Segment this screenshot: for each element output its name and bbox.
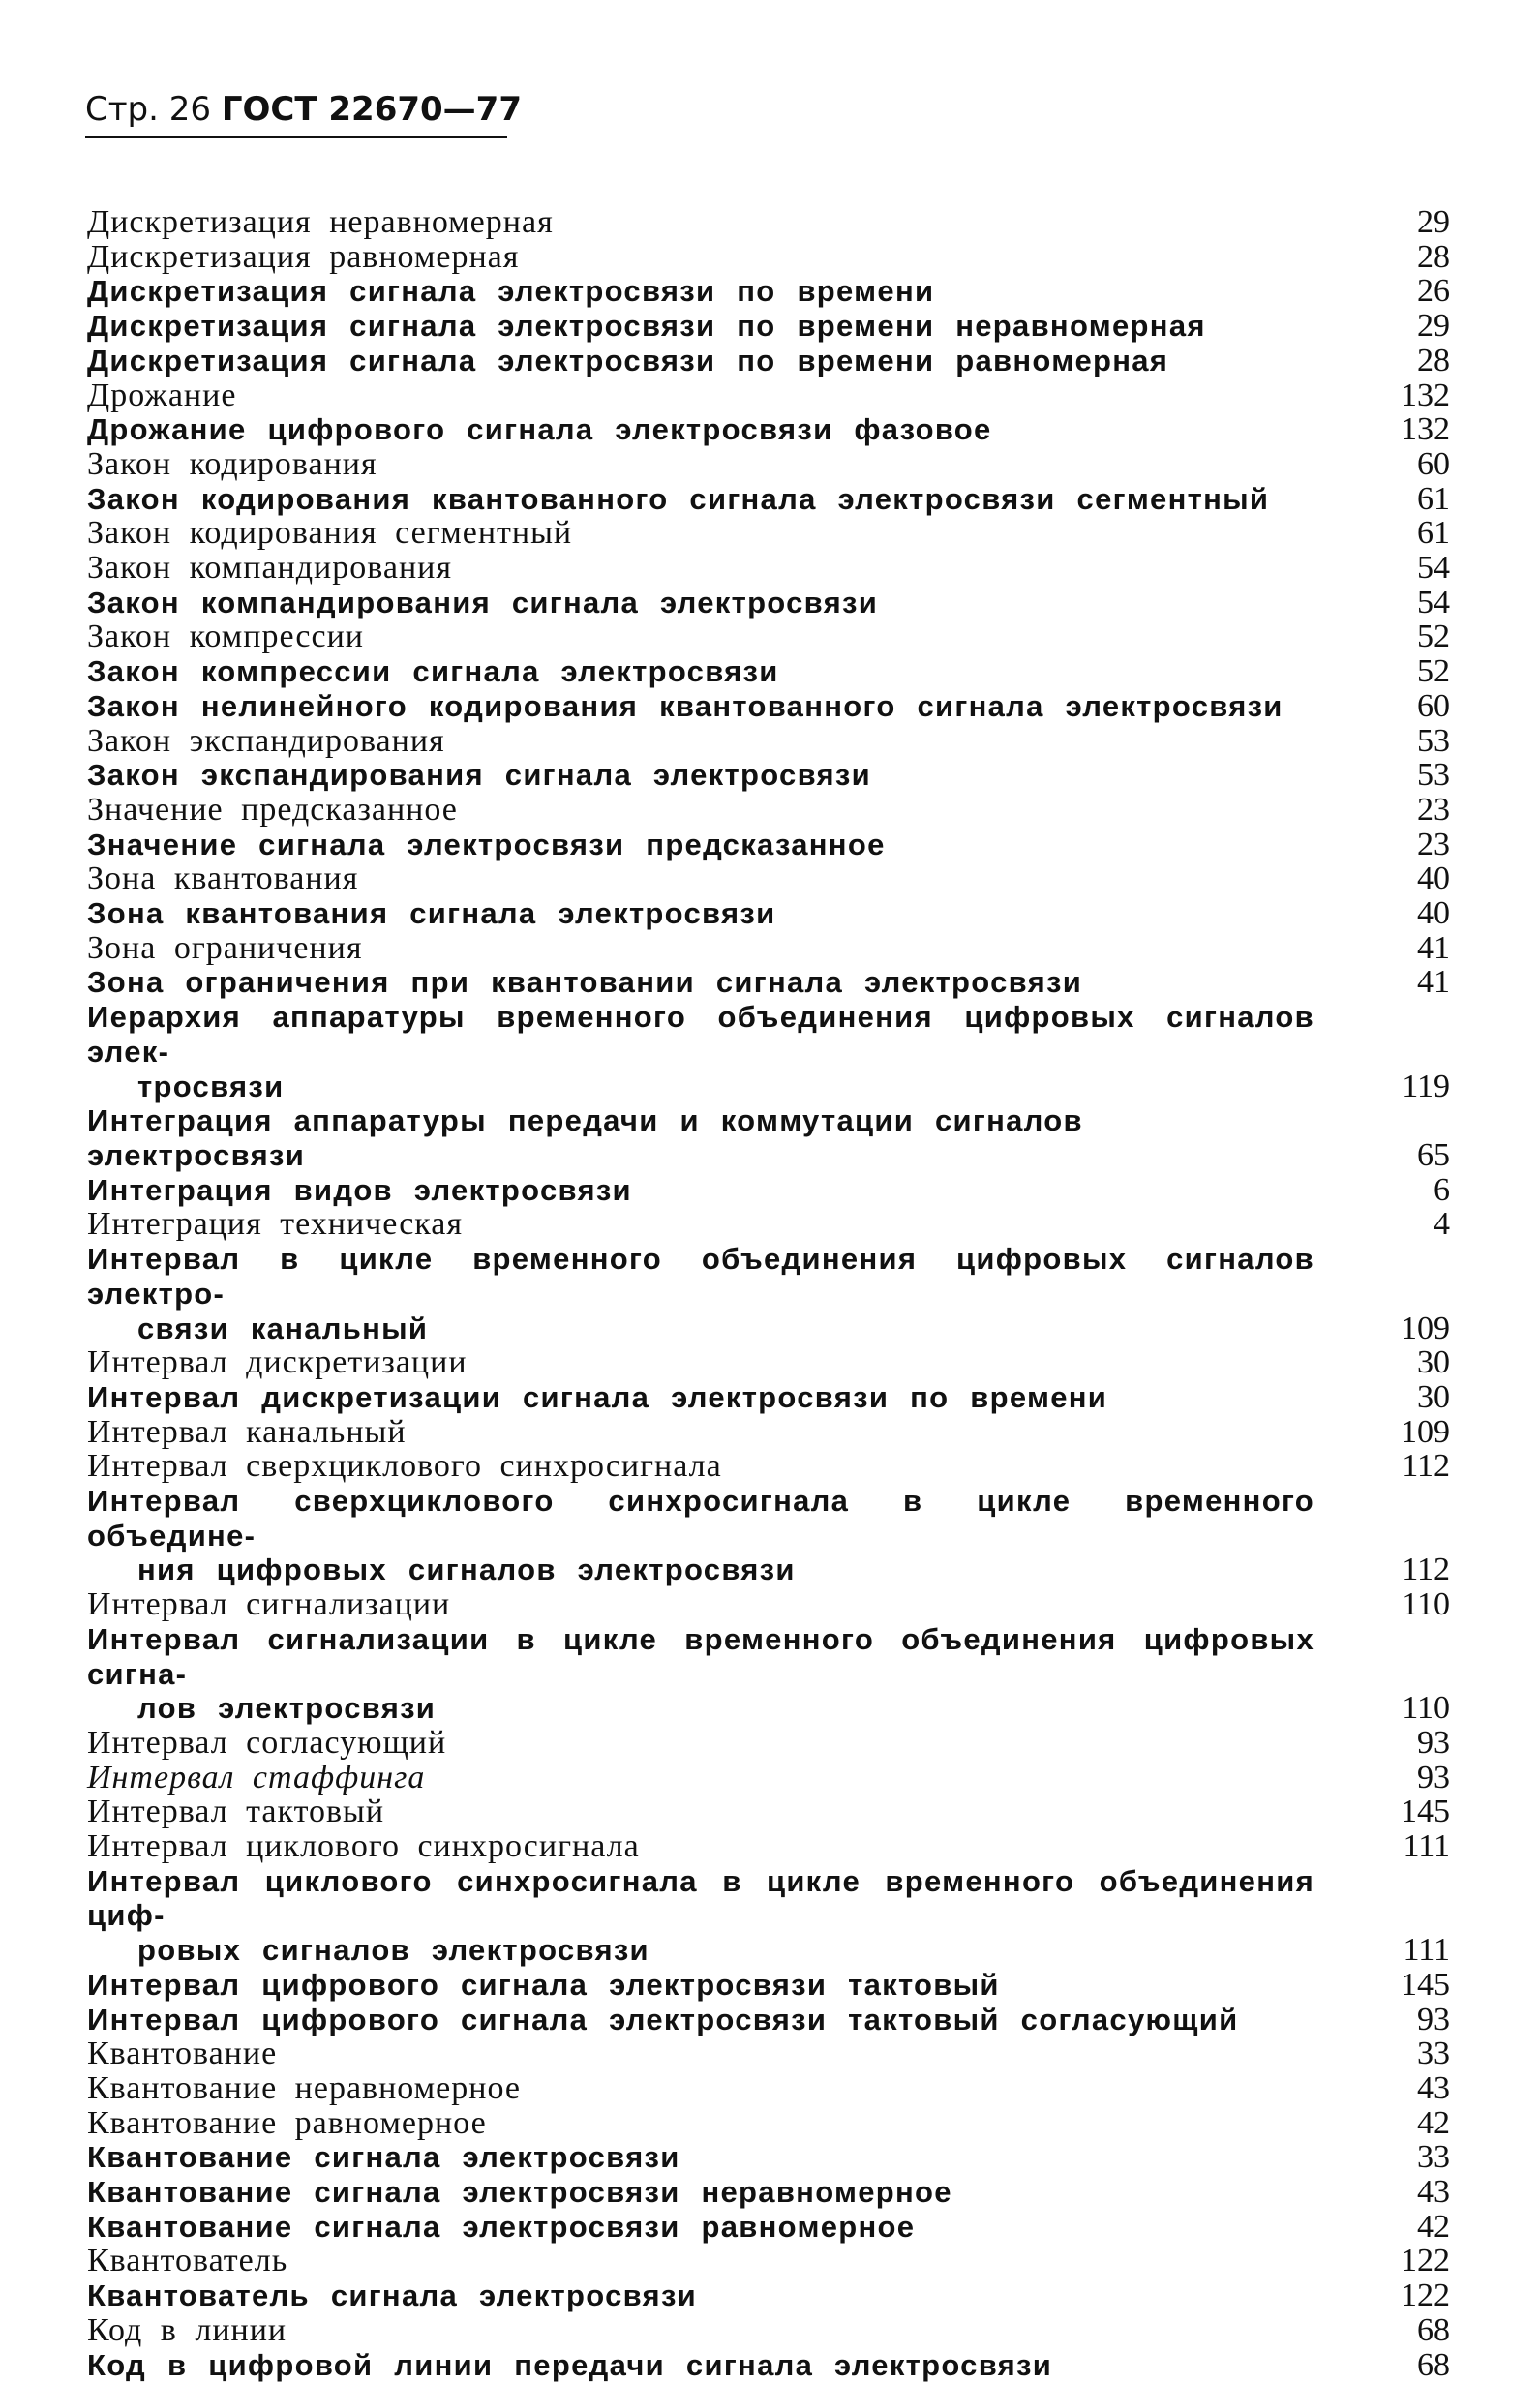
index-term-text: Квантователь сигнала электросвязи xyxy=(87,2278,698,2313)
index-page-number: 54 xyxy=(1417,584,1450,620)
index-page-number: 111 xyxy=(1403,1932,1450,1969)
index-entry xyxy=(87,2348,1450,2383)
index-page-number: 53 xyxy=(1417,757,1450,794)
index-page-number: 110 xyxy=(1402,1690,1450,1727)
index-term xyxy=(87,240,1344,275)
index-term-text: Квантование сигнала электросвязи xyxy=(87,2140,680,2175)
index-term-text: Закон кодирования квантованного сигнала электросвязи сегментный xyxy=(87,481,1270,516)
index-page-number: 41 xyxy=(1417,929,1450,966)
index-page-number: 68 xyxy=(1417,2346,1450,2383)
index-page-number: 112 xyxy=(1402,1448,1450,1485)
index-entry xyxy=(87,1761,1450,1795)
index-entry xyxy=(87,1864,1450,1968)
index-term xyxy=(87,2278,1344,2313)
index-page-number: 54 xyxy=(1417,550,1450,587)
index-term-continuation: тросвязи xyxy=(137,1069,285,1103)
index-term xyxy=(87,793,1344,828)
index-page-number: 61 xyxy=(1417,480,1450,517)
index-page-number: 93 xyxy=(1417,2001,1450,2037)
alphabetical-index xyxy=(87,205,1450,2382)
index-term xyxy=(87,2140,1344,2175)
index-term xyxy=(87,2244,1344,2278)
index-entry xyxy=(87,896,1450,931)
index-page-number: 145 xyxy=(1401,1794,1450,1830)
index-page-number: 42 xyxy=(1417,2208,1450,2245)
index-term-continuation: ровых сигналов электросвязи xyxy=(137,1933,649,1968)
index-term xyxy=(87,2348,1344,2383)
index-entry xyxy=(87,1000,1450,1103)
index-term-text: Интервал сигнализации xyxy=(87,1586,451,1623)
index-entry xyxy=(87,861,1450,896)
index-page-number: 29 xyxy=(1417,204,1450,240)
index-page-number: 112 xyxy=(1402,1552,1450,1588)
index-page-number: 111 xyxy=(1403,1828,1450,1865)
index-term xyxy=(87,1415,1344,1450)
index-term-text: Интервал дискретизации xyxy=(87,1344,468,1381)
index-term xyxy=(87,1622,1344,1726)
index-term xyxy=(87,1207,1344,1242)
index-page-number: 30 xyxy=(1417,1344,1450,1381)
index-term xyxy=(87,2313,1344,2348)
index-term-text: Дрожание цифрового сигнала электросвязи фазовое xyxy=(87,412,992,447)
index-entry xyxy=(87,619,1450,654)
index-page-number: 132 xyxy=(1401,411,1450,448)
index-term-text: Код в цифровой линии передачи сигнала электросвязи xyxy=(87,2347,1053,2382)
index-term xyxy=(87,861,1344,896)
index-term-text: Дискретизация сигнала электросвязи по времени неравномерная xyxy=(87,309,1206,344)
index-term-text: Интеграция видов электросвязи xyxy=(87,1172,632,1207)
index-term xyxy=(87,412,1344,447)
index-entry xyxy=(87,793,1450,828)
index-page-number: 60 xyxy=(1417,445,1450,482)
index-term-text: Интервал стаффинга xyxy=(87,1759,426,1795)
index-term xyxy=(87,758,1344,793)
index-entry xyxy=(87,689,1450,724)
index-entry xyxy=(87,1449,1450,1484)
index-page-number: 42 xyxy=(1417,2104,1450,2141)
index-term xyxy=(87,1380,1344,1415)
index-entry xyxy=(87,586,1450,620)
index-term xyxy=(87,447,1344,482)
index-term xyxy=(87,2175,1344,2210)
index-term-text: Интеграция аппаратуры передачи и коммутации сигналов электросвязи xyxy=(87,1103,1083,1172)
index-term xyxy=(87,586,1344,620)
index-page-number: 93 xyxy=(1417,1759,1450,1795)
index-entry xyxy=(87,2210,1450,2245)
page-header xyxy=(85,90,522,138)
index-term-text: Закон кодирования xyxy=(87,445,377,482)
index-page-number: 122 xyxy=(1401,2277,1450,2314)
index-page-number: 43 xyxy=(1417,2174,1450,2211)
index-term xyxy=(87,1761,1344,1795)
index-term xyxy=(87,1000,1344,1103)
index-entry xyxy=(87,240,1450,275)
index-term xyxy=(87,724,1344,759)
index-term-text: Значение сигнала электросвязи предсказанное xyxy=(87,827,886,861)
index-term-text: Дискретизация сигнала электросвязи по времени xyxy=(87,274,935,309)
index-term-text: Квантование равномерное xyxy=(87,2104,487,2141)
index-page-number: 68 xyxy=(1417,2311,1450,2348)
index-term-text: Интервал тактовый xyxy=(87,1794,385,1830)
index-term xyxy=(87,1345,1344,1380)
index-term-text: Закон компандирования сигнала электросвязи xyxy=(87,585,879,619)
index-page-number: 93 xyxy=(1417,1724,1450,1761)
index-term-text: Интервал канальный xyxy=(87,1413,407,1450)
index-entry xyxy=(87,2278,1450,2313)
index-term-text: Интервал цифрового сигнала электросвязи тактовый согласующий xyxy=(87,2002,1239,2036)
index-term xyxy=(87,482,1344,517)
index-entry xyxy=(87,2313,1450,2348)
index-entry xyxy=(87,1345,1450,1380)
index-term-text: Квантователь xyxy=(87,2243,288,2279)
index-term-text: Закон нелинейного кодирования квантованного сигнала электросвязи xyxy=(87,688,1283,723)
index-entry xyxy=(87,1415,1450,1450)
index-term-text: Интервал сверхциклового синхросигнала xyxy=(87,1448,722,1485)
index-term xyxy=(87,896,1344,931)
index-entry xyxy=(87,1968,1450,2003)
index-term xyxy=(87,619,1344,654)
index-page-number: 110 xyxy=(1402,1586,1450,1623)
index-term-text: Интервал циклового синхросигнала xyxy=(87,1828,640,1865)
index-page-number: 60 xyxy=(1417,687,1450,724)
index-entry xyxy=(87,1795,1450,1829)
index-page-number: 29 xyxy=(1417,308,1450,345)
index-term-text: Закон компандирования xyxy=(87,550,452,587)
index-term-text: Иерархия аппаратуры временного объединения цифровых сигналов элек- xyxy=(87,1000,1314,1069)
index-term-continuation: связи канальный xyxy=(137,1311,429,1345)
index-term-text: Зона квантования сигнала электросвязи xyxy=(87,896,776,931)
index-term-continuation: лов электросвязи xyxy=(137,1691,437,1726)
index-term-text: Интервал дискретизации сигнала электросвязи по времени xyxy=(87,1379,1108,1414)
index-term xyxy=(87,378,1344,413)
index-entry xyxy=(87,516,1450,551)
index-page-number: 132 xyxy=(1401,377,1450,413)
index-page-number: 33 xyxy=(1417,2036,1450,2072)
index-term-text: Зона ограничения при квантовании сигнала электросвязи xyxy=(87,965,1083,1000)
index-term-text: Закон экспандирования xyxy=(87,722,445,759)
index-entry xyxy=(87,2106,1450,2141)
index-page-number: 119 xyxy=(1402,1068,1450,1104)
index-entry xyxy=(87,965,1450,1000)
index-term-text: Интеграция техническая xyxy=(87,1206,464,1243)
index-entry xyxy=(87,274,1450,309)
index-term-text: Закон кодирования сегментный xyxy=(87,515,573,552)
index-entry xyxy=(87,412,1450,447)
index-term xyxy=(87,205,1344,240)
index-term-text: Интервал согласующий xyxy=(87,1724,447,1761)
index-page-number: 65 xyxy=(1417,1136,1450,1173)
index-page-number: 28 xyxy=(1417,238,1450,275)
index-page-number: 145 xyxy=(1401,1966,1450,2003)
index-entry xyxy=(87,344,1450,378)
index-term xyxy=(87,1173,1344,1208)
index-term xyxy=(87,1103,1344,1172)
index-term-text: Значение предсказанное xyxy=(87,791,458,828)
index-term xyxy=(87,828,1344,862)
index-term-text: Квантование неравномерное xyxy=(87,2069,521,2106)
index-term-text: Закон компрессии xyxy=(87,618,364,655)
index-entry xyxy=(87,828,1450,862)
index-entry xyxy=(87,1484,1450,1587)
index-page-number: 6 xyxy=(1434,1171,1450,1208)
index-entry xyxy=(87,931,1450,966)
index-entry xyxy=(87,654,1450,689)
index-page-number: 52 xyxy=(1417,653,1450,690)
index-entry xyxy=(87,1622,1450,1726)
index-term xyxy=(87,931,1344,966)
index-page-number: 122 xyxy=(1401,2243,1450,2279)
index-entry xyxy=(87,1829,1450,1864)
index-entry xyxy=(87,1103,1450,1172)
index-term-text: Квантование xyxy=(87,2036,278,2072)
index-entry xyxy=(87,1380,1450,1415)
index-term-text: Интервал сигнализации в цикле временного объединения цифровых сигна- xyxy=(87,1621,1314,1691)
index-entry xyxy=(87,724,1450,759)
index-term xyxy=(87,551,1344,586)
page-number-label: Стр. 26 xyxy=(85,90,212,129)
index-entry xyxy=(87,2244,1450,2278)
index-page-number: 28 xyxy=(1417,342,1450,378)
index-entry xyxy=(87,309,1450,344)
index-entry xyxy=(87,2003,1450,2037)
index-term xyxy=(87,1242,1344,1345)
index-page-number: 52 xyxy=(1417,618,1450,655)
index-term xyxy=(87,1726,1344,1761)
index-page-number: 40 xyxy=(1417,895,1450,932)
document-code: ГОСТ 22670—77 xyxy=(221,90,522,129)
index-term-text: Дискретизация сигнала электросвязи по времени равномерная xyxy=(87,343,1169,377)
index-term-text: Интервал циклового синхросигнала в цикле временного объединения циф- xyxy=(87,1863,1314,1933)
index-page-number: 4 xyxy=(1434,1206,1450,1243)
index-term xyxy=(87,965,1344,1000)
index-page-number: 61 xyxy=(1417,515,1450,552)
index-term xyxy=(87,689,1344,724)
index-term-text: Дрожание xyxy=(87,377,237,413)
index-term xyxy=(87,1484,1344,1587)
index-entry xyxy=(87,378,1450,413)
index-entry xyxy=(87,1173,1450,1208)
index-term xyxy=(87,1587,1344,1622)
index-entry xyxy=(87,1207,1450,1242)
index-term xyxy=(87,2210,1344,2245)
index-term-text: Дискретизация равномерная xyxy=(87,238,520,275)
index-page-number: 23 xyxy=(1417,791,1450,828)
index-term-text: Квантование сигнала электросвязи равномерное xyxy=(87,2209,916,2244)
index-entry xyxy=(87,1726,1450,1761)
index-entry xyxy=(87,482,1450,517)
index-entry xyxy=(87,2036,1450,2071)
index-term xyxy=(87,2003,1344,2037)
index-page-number: 30 xyxy=(1417,1378,1450,1415)
index-term xyxy=(87,516,1344,551)
index-term xyxy=(87,1864,1344,1968)
index-term-text: Зона ограничения xyxy=(87,929,363,966)
index-term-text: Интервал сверхциклового синхросигнала в цикле временного объедине- xyxy=(87,1484,1314,1553)
index-term-continuation: ния цифровых сигналов электросвязи xyxy=(137,1553,796,1587)
index-entry xyxy=(87,447,1450,482)
index-page-number: 41 xyxy=(1417,964,1450,1001)
index-page-number: 23 xyxy=(1417,826,1450,862)
index-entry xyxy=(87,551,1450,586)
index-term xyxy=(87,1449,1344,1484)
index-page-number: 33 xyxy=(1417,2139,1450,2176)
index-term xyxy=(87,344,1344,378)
index-entry xyxy=(87,205,1450,240)
index-term xyxy=(87,2036,1344,2071)
index-entry xyxy=(87,2071,1450,2106)
index-term xyxy=(87,2106,1344,2141)
index-entry xyxy=(87,2140,1450,2175)
index-term xyxy=(87,309,1344,344)
index-entry xyxy=(87,1587,1450,1622)
index-term xyxy=(87,274,1344,309)
index-page-number: 53 xyxy=(1417,722,1450,759)
index-term xyxy=(87,2071,1344,2106)
index-term xyxy=(87,1829,1344,1864)
index-page-number: 26 xyxy=(1417,273,1450,310)
index-entry xyxy=(87,2175,1450,2210)
index-page-number: 109 xyxy=(1401,1310,1450,1346)
index-term xyxy=(87,654,1344,689)
index-page-number: 43 xyxy=(1417,2069,1450,2106)
index-entry xyxy=(87,758,1450,793)
index-entry xyxy=(87,1242,1450,1345)
index-term-text: Зона квантования xyxy=(87,860,359,897)
index-term-text: Интервал в цикле временного объединения цифровых сигналов электро- xyxy=(87,1242,1314,1311)
index-term-text: Интервал цифрового сигнала электросвязи тактовый xyxy=(87,1967,1000,2002)
index-term xyxy=(87,1968,1344,2003)
index-term-text: Закон компрессии сигнала электросвязи xyxy=(87,654,779,689)
index-term-text: Закон экспандирования сигнала электросвязи xyxy=(87,758,871,793)
index-term-text: Код в линии xyxy=(87,2311,287,2348)
index-page-number: 109 xyxy=(1401,1413,1450,1450)
index-term-text: Дискретизация неравномерная xyxy=(87,204,554,240)
index-term-text: Квантование сигнала электросвязи неравномерное xyxy=(87,2175,952,2210)
index-term xyxy=(87,1795,1344,1829)
index-page-number: 40 xyxy=(1417,860,1450,897)
